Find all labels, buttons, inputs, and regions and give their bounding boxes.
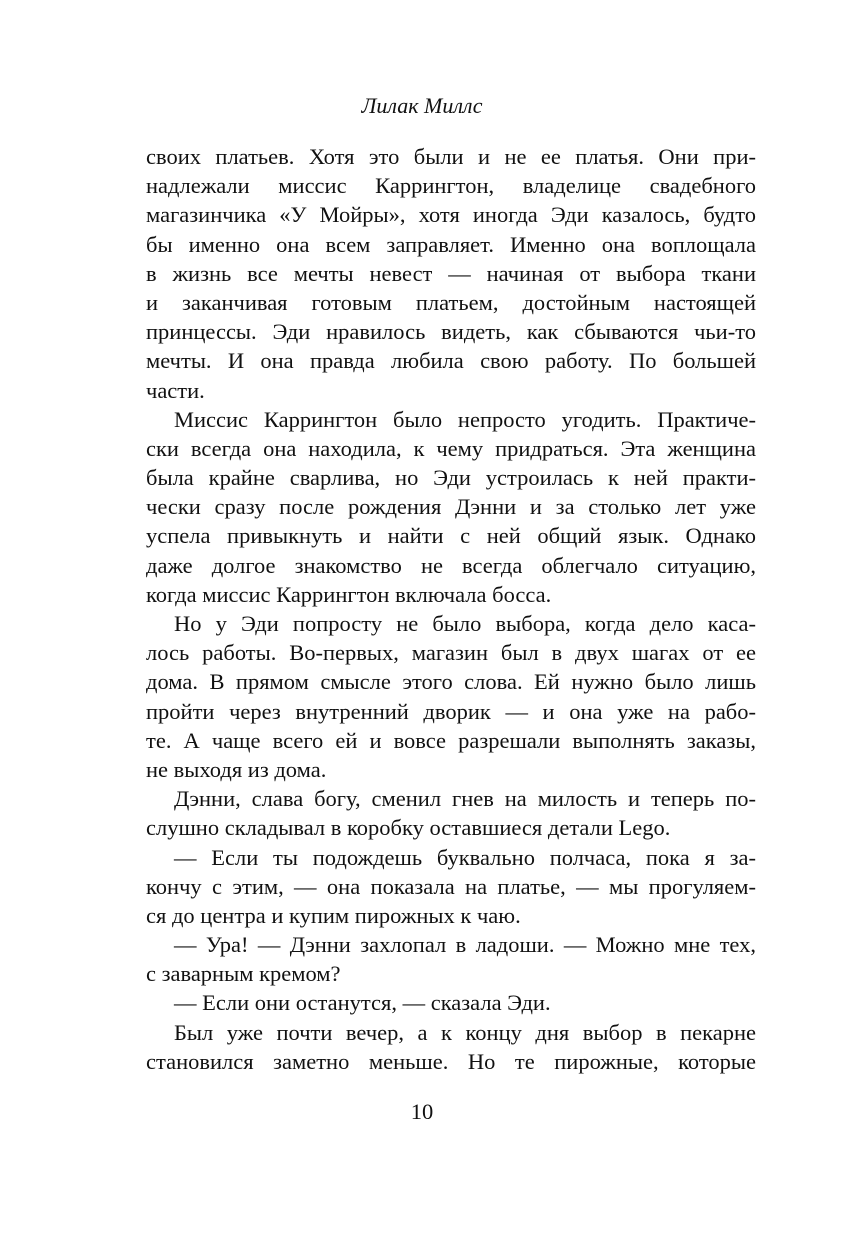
text-line: с заварным кремом? [146,961,341,987]
text-line: Миссис Каррингтон было непросто угодить. Практиче- [174,406,756,432]
text-line: части. [146,377,205,403]
text-line: те. А чаще всего ей и вовсе разрешали выполнять заказы, [146,727,756,753]
text-line: пройти через внутренний дворик — и она уже на рабо- [146,698,756,724]
text-line: кончу с этим, — она показала на платье, — мы прогуляем- [146,873,756,899]
text-line: становился заметно меньше. Но те пирожные, которые [146,1048,756,1074]
text-line: своих платьев. Хотя это были и не ее платья. Они при- [146,144,756,169]
text-line: и заканчивая готовым платьем, достойным настоящей [146,289,756,315]
paragraph [146,609,756,784]
text-line: мечты. И она правда любила свою работу. По большей [146,348,756,374]
paragraph [146,405,756,609]
text-line: не выходя из дома. [146,756,327,782]
body-text [146,142,756,1076]
text-line: успела привыкнуть и найти с ней общий язык. Однако [146,523,756,549]
paragraph [146,988,756,1017]
text-line: чески сразу после рождения Дэнни и за столько лет уже [146,494,756,520]
text-line: ски всегда она находила, к чему придраться. Эта женщина [146,435,756,461]
page-number: 10 [410,1099,434,1124]
text-line: бы именно она всем заправляет. Именно она воплощала [146,231,756,257]
running-head-author: Лилак Миллс [361,93,483,118]
text-line: магазинчика «У Мойры», хотя иногда Эди казалось, будто [146,202,756,228]
text-line: слушно складывал в коробку оставшиеся детали Lego. [146,815,671,841]
paragraph [146,843,756,931]
paragraph [146,784,756,842]
text-line: Дэнни, слава богу, сменил гнев на милость и теперь по- [174,786,756,812]
text-line: — Ура! — Дэнни захлопал в ладоши. — Можно мне тех, [174,932,756,958]
text-line: даже долгое знакомство не всегда облегчало ситуацию, [146,552,756,578]
text-line: — Если ты подождешь буквально полчаса, пока я за- [174,844,756,870]
paragraph [146,1018,756,1076]
text-line: Был уже почти вечер, а к концу дня выбор в пекарне [174,1019,756,1045]
text-line: — Если они останутся, — сказала Эди. [174,990,551,1016]
text-line: ся до центра и купим пирожных к чаю. [146,902,521,928]
text-line: лось работы. Во-первых, магазин был в двух шагах от ее [146,640,756,666]
text-line: когда миссис Каррингтон включала босса. [146,581,552,607]
text-line: была крайне сварлива, но Эди устроилась к ней практи- [146,465,756,491]
paragraph [146,142,756,405]
text-line: дома. В прямом смысле этого слова. Ей нужно было лишь [146,669,756,695]
paragraph [146,930,756,988]
text-line: надлежали миссис Каррингтон, владелице свадебного [146,173,756,199]
text-line: в жизнь все мечты невест — начиная от выбора ткани [146,260,756,286]
text-line: принцессы. Эди нравилось видеть, как сбываются чьи-то [146,319,756,345]
text-line: Но у Эди попросту не было выбора, когда дело каса- [174,611,756,636]
